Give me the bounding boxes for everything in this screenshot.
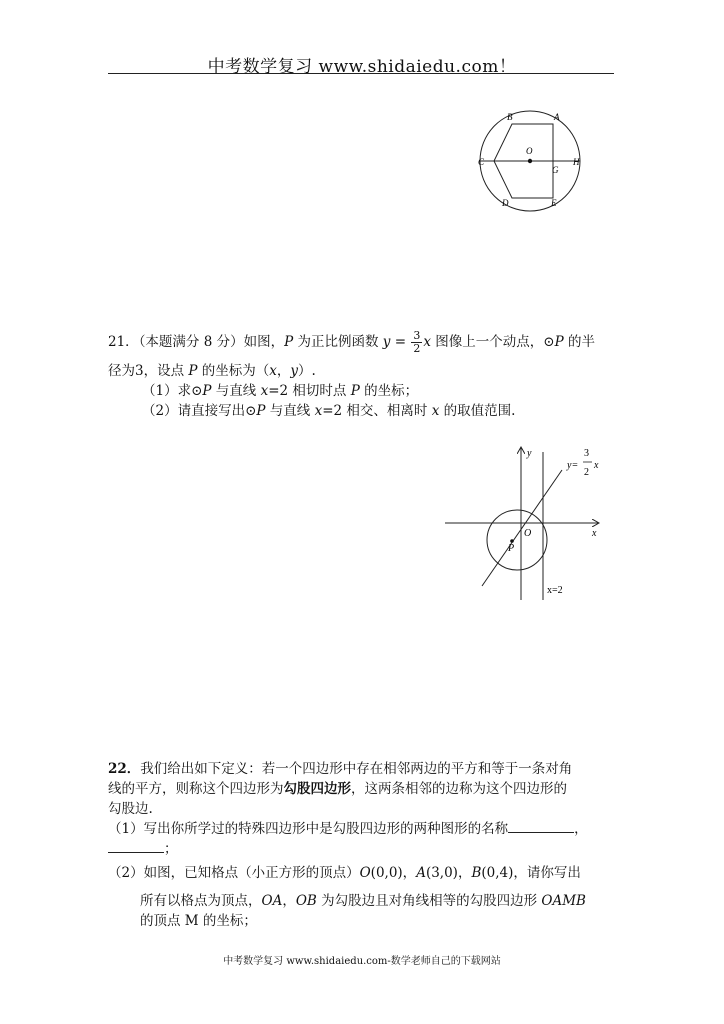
q22-sub2-line2: 所有以格点为顶点，OA，OB 为勾股边且对角线相等的勾股四边形 OAMB (140, 893, 586, 909)
q21-sub1: （1）求⊙P 与直线 x=2 相切时点 P 的坐标； (142, 383, 419, 399)
line-eq-x: x (594, 460, 599, 471)
label-a: A (554, 112, 560, 122)
line-eq-label: y= (567, 460, 579, 471)
q22-line2: 线的平方，则称这个四边形为勾股四边形，这两条相邻的边称为这个四边形的 (108, 781, 567, 797)
term-gougu-quad: 勾股四边形 (283, 781, 351, 797)
line-eq-num: 3 (584, 448, 589, 459)
label-c: C (478, 157, 485, 167)
q22-number: 22． (108, 761, 141, 777)
header-title: 中考数学复习 www.shidaiedu.com！ (207, 57, 517, 77)
q22-sub2: （2）如图，已知格点（小正方形的顶点）O(0,0)，A(3,0)，B(0,4)，请你写出 (108, 865, 581, 881)
q21-sub2: （2）请直接写出⊙P 与直线 x=2 相交、相离时 x 的取值范围. (142, 403, 516, 419)
y-axis-label: y (527, 448, 532, 459)
fraction-3-2: $\frac{3}{2}$ (413, 329, 421, 355)
label-e: E (551, 198, 557, 208)
q22-sub2-line3: 的顶点 M 的坐标； (140, 913, 257, 929)
line-eq-den: 2 (584, 467, 589, 478)
q22-sub1: （1）写出你所学过的特殊四边形中是勾股四边形的两种图形的名称 ， (108, 818, 588, 840)
footer-text: 中考数学复习 www.shidaiedu.com-数学老师自己的下载网站 (223, 956, 501, 967)
label-o: O (526, 146, 533, 156)
q21-line2: 径为3，设点 P 的坐标为（x，y）. (108, 363, 316, 379)
line-y-3-2x (482, 470, 562, 586)
header-divider (108, 73, 614, 74)
x-axis-label: x (592, 528, 597, 539)
label-b: B (507, 112, 513, 122)
q21-number: 21． (108, 334, 139, 350)
label-h: H (573, 157, 580, 167)
point-p-label: P (508, 543, 515, 554)
answer-blank-2[interactable] (108, 838, 164, 853)
q22-line3: 勾股边. (108, 801, 153, 817)
label-g: G (552, 165, 559, 175)
q21-line1: 21．（本题满分 8 分）如图，P 为正比例函数 y = $\frac{3}{2}$ x 图像上一个动点，⊙P 的半 (108, 329, 595, 355)
circle-figure (470, 108, 590, 212)
label-d: D (502, 198, 509, 208)
q22-line1: 22．我们给出如下定义：若一个四边形中存在相邻两边的平方和等于一条对角 (108, 761, 573, 777)
center-dot (528, 159, 532, 163)
origin-label: O (524, 528, 532, 539)
circle-p (487, 510, 547, 570)
answer-blank-1[interactable] (508, 818, 574, 833)
graph-figure (440, 440, 615, 605)
q22-sub1-line2: ； (108, 838, 178, 860)
vline-label: x=2 (547, 585, 563, 596)
